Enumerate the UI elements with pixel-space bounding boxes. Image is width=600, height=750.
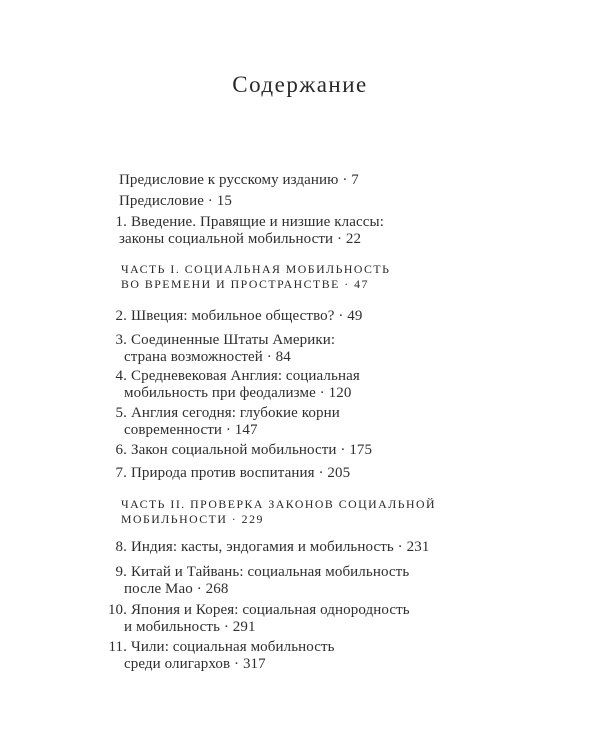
toc-entry bbox=[103, 368, 360, 401]
entry-line bbox=[103, 465, 350, 482]
toc-entry bbox=[103, 405, 340, 438]
entry-text-continuation: страна возможностей · 84 bbox=[124, 348, 291, 365]
entry-number: 8. bbox=[115, 539, 127, 555]
entry-text: Индия: касты, эндогамия и мобильность · 231 bbox=[131, 539, 430, 555]
entry-text-continuation: после Мао · 268 bbox=[124, 580, 229, 597]
entry-text: Природа против воспитания · 205 bbox=[131, 465, 351, 481]
entry-line bbox=[103, 308, 363, 325]
entry-text: Средневековая Англия: социальная bbox=[131, 368, 360, 384]
entry-text-continuation: и мобильность · 291 bbox=[124, 618, 256, 635]
part-heading-line: ЧАСТЬ II. ПРОВЕРКА ЗАКОНОВ СОЦИАЛЬНОЙ bbox=[121, 497, 437, 511]
entry-text: Соединенные Штаты Америки: bbox=[131, 332, 336, 348]
entry-number: 3. bbox=[115, 332, 127, 348]
entry-line bbox=[103, 442, 372, 459]
toc-part-heading bbox=[121, 497, 436, 527]
entry-number: 4. bbox=[115, 368, 127, 384]
entry-line bbox=[103, 332, 335, 349]
entry-number: 2. bbox=[115, 308, 127, 324]
toc-entry bbox=[119, 172, 359, 189]
toc-entry bbox=[103, 602, 410, 635]
entry-text-continuation: мобильность при феодализме · 120 bbox=[124, 384, 352, 401]
toc-entry bbox=[103, 442, 372, 459]
toc-part-heading bbox=[121, 262, 390, 292]
part-heading-line: ЧАСТЬ I. СОЦИАЛЬНАЯ МОБИЛЬНОСТЬ bbox=[121, 262, 391, 276]
entry-number: 7. bbox=[115, 465, 127, 481]
entry-number: 6. bbox=[115, 442, 127, 458]
entry-text-continuation: современности · 147 bbox=[124, 421, 258, 438]
page-title: Содержание bbox=[232, 72, 368, 97]
part-heading-line: ВО ВРЕМЕНИ И ПРОСТРАНСТВЕ · 47 bbox=[121, 277, 369, 291]
entry-text-continuation: среди олигархов · 317 bbox=[124, 655, 266, 672]
entry-number: 11. bbox=[108, 639, 127, 655]
entry-line bbox=[103, 639, 335, 656]
toc-entry bbox=[103, 539, 429, 556]
part-heading-line: МОБИЛЬНОСТИ · 229 bbox=[121, 512, 264, 526]
entry-text: Швеция: мобильное общество? · 49 bbox=[131, 308, 363, 324]
entry-text: Япония и Корея: социальная однородность bbox=[131, 602, 410, 618]
toc-entry bbox=[103, 465, 350, 482]
entry-text: Закон социальной мобильности · 175 bbox=[131, 442, 373, 458]
entry-text: Предисловие к русскому изданию · 7 bbox=[119, 172, 359, 188]
toc-entry bbox=[103, 639, 335, 672]
toc-entry bbox=[103, 332, 335, 365]
entry-text: Англия сегодня: глубокие корни bbox=[131, 405, 340, 421]
entry-number: 10. bbox=[107, 602, 127, 618]
entry-line bbox=[103, 564, 409, 581]
entry-number: 5. bbox=[115, 405, 127, 421]
entry-number: 1. bbox=[115, 214, 127, 230]
entry-line bbox=[103, 214, 384, 231]
entry-text: Китай и Тайвань: социальная мобильность bbox=[131, 564, 410, 580]
entry-number: 9. bbox=[115, 564, 127, 580]
entry-line bbox=[103, 368, 360, 385]
toc-entry bbox=[103, 308, 363, 325]
toc-entry bbox=[103, 214, 384, 247]
entry-line bbox=[103, 405, 340, 422]
entry-text: Чили: социальная мобильность bbox=[131, 639, 335, 655]
entry-line bbox=[103, 539, 429, 556]
toc-entry bbox=[103, 564, 409, 597]
toc-entry bbox=[119, 193, 232, 210]
entry-text-continuation: законы социальной мобильности · 22 bbox=[119, 230, 362, 247]
entry-text: Предисловие · 15 bbox=[119, 193, 232, 209]
entry-line bbox=[103, 602, 410, 619]
entry-text: Введение. Правящие и низшие классы: bbox=[131, 214, 384, 230]
